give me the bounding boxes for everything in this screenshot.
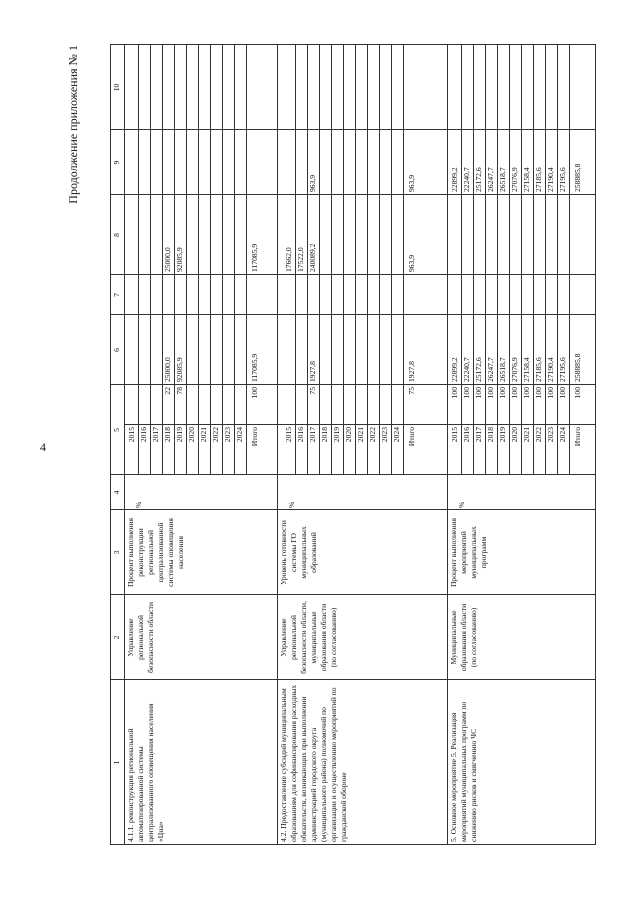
col-rule-9 [110,194,596,195]
year-percent: 100 [450,387,459,399]
year-label: 2021 [356,427,365,443]
year-value-col6 [356,318,368,382]
total-value-col6: 117085,9 [250,353,259,382]
year-value-col8 [332,198,344,272]
year-value-col6 [151,318,163,382]
row-activity-name: 5. Основное мероприятие 5. Реализация мероприятий муниципальных программ по снижению рисков и смягчению ЧС [449,701,478,842]
total-label: Итого [250,427,259,447]
col-rule-6 [110,384,596,385]
col-rule-2 [110,594,596,595]
year-value-col9 [332,133,344,192]
year-value-col6 [199,318,211,382]
year-percent [284,387,296,423]
year-value-col6 [368,318,380,382]
year-percent [296,387,308,423]
year-value-col8 [510,198,522,272]
total-value-col6: 258885,8 [573,353,582,382]
page-number: 4 [40,440,46,454]
year-label: 2015 [450,427,459,443]
year-label: 2016 [462,427,471,443]
year-value-col8 [392,198,404,272]
year-label: 2020 [510,427,519,443]
year-value-col6: 22899,2 [450,357,459,382]
year-label: 2024 [392,427,401,443]
year-value-col8 [127,198,139,272]
year-value-col9 [344,133,356,192]
year-value-col6 [211,318,223,382]
year-value-col8: 17662,0 [284,247,293,272]
year-value-col9 [223,133,235,192]
year-value-col6 [139,318,151,382]
col-rule-7 [110,314,596,315]
year-percent: 100 [462,387,471,399]
year-value-col9 [356,133,368,192]
year-value-col8: 240089,2 [308,243,317,272]
year-percent: 100 [474,387,483,399]
year-percent [320,387,332,423]
year-value-col6: 25000,0 [163,357,172,382]
year-value-col9 [211,133,223,192]
year-label: 2019 [175,427,184,443]
year-value-col8 [546,198,558,272]
row-indicator: Уровень готовности системы ГО муниципальных образований [279,520,318,585]
year-value-col8 [558,198,570,272]
total-value-col8 [573,198,585,272]
total-value-col9: 963,9 [407,174,416,192]
year-value-col8 [356,198,368,272]
year-percent [199,387,211,423]
year-value-col6: 27195,6 [558,357,567,382]
total-value-col6: 1927,8 [407,361,416,382]
year-label: 2018 [486,427,495,443]
year-value-col9 [380,133,392,192]
year-label: 2015 [127,427,136,443]
year-percent [223,387,235,423]
year-value-col8 [474,198,486,272]
year-value-col9 [139,133,151,192]
total-value-col8: 963,9 [407,254,416,272]
year-value-col6: 22240,7 [462,357,471,382]
year-value-col8: 25000,0 [163,247,172,272]
year-label: 2023 [380,427,389,443]
year-percent [356,387,368,423]
year-percent: 100 [486,387,495,399]
year-label: 2017 [308,427,317,443]
year-value-col8 [223,198,235,272]
year-label: 2017 [474,427,483,443]
total-label: Итого [407,427,416,447]
year-value-col9 [392,133,404,192]
row-executor: Муниципальные образования области (по согласованию) [449,603,478,672]
year-percent [139,387,151,423]
total-percent: 75 [407,387,416,395]
year-label: 2016 [139,427,148,443]
year-value-col9: 963,9 [308,174,317,192]
year-value-col6 [380,318,392,382]
column-number-2: 2 [112,635,121,640]
row-bottom-rule [447,45,448,845]
year-percent: 100 [510,387,519,399]
year-value-col9: 26247,7 [486,167,495,192]
year-percent [344,387,356,423]
column-number-8: 8 [112,233,121,237]
column-number-4: 4 [112,490,121,495]
year-value-col8 [235,198,247,272]
total-percent: 100 [250,387,259,399]
year-value-col6: 25172,6 [474,357,483,382]
year-label: 2022 [534,427,543,443]
year-value-col8 [211,198,223,272]
year-value-col6 [332,318,344,382]
year-value-col9: 27190,4 [546,167,555,192]
year-label: 2019 [498,427,507,443]
year-label: 2023 [546,427,555,443]
year-label: 2024 [235,427,244,443]
table-top-border [110,45,111,845]
year-value-col6: 92085,9 [175,357,184,382]
year-value-col9 [320,133,332,192]
year-label: 2016 [296,427,305,443]
rotated-table-page [66,45,640,845]
year-value-col6: 1927,8 [308,361,317,382]
year-value-col6 [392,318,404,382]
year-value-col9 [199,133,211,192]
year-value-col9 [127,133,139,192]
year-percent: 100 [522,387,531,399]
year-value-col8 [534,198,546,272]
year-value-col6 [127,318,139,382]
year-percent: 75 [308,387,317,395]
year-label: 2015 [284,427,293,443]
year-percent: 100 [546,387,555,399]
year-label: 2018 [320,427,329,443]
year-percent [235,387,247,423]
row-bottom-rule [595,45,596,845]
year-value-col8 [380,198,392,272]
year-percent [127,387,139,423]
year-percent [151,387,163,423]
total-label: Итого [573,427,582,447]
year-value-col8 [498,198,510,272]
year-value-col8 [151,198,163,272]
year-value-col9 [175,133,187,192]
year-value-col9: 27076,9 [510,167,519,192]
year-label: 2021 [522,427,531,443]
year-label: 2017 [151,427,160,443]
row-executor: Управление региональной безопасности области [126,602,155,673]
year-value-col9: 22899,2 [450,167,459,192]
year-value-col6: 27076,9 [510,357,519,382]
year-value-col8 [486,198,498,272]
year-label: 2023 [223,427,232,443]
year-value-col6 [320,318,332,382]
year-value-col9: 27185,6 [534,167,543,192]
row-indicator: Процент выполнения реконструкции региональной централизованной системы оповещения населения [126,517,185,588]
row-indicator: Процент выполнения мероприятий муниципальных программ [449,517,488,588]
year-value-col8 [462,198,474,272]
year-value-col6 [235,318,247,382]
year-value-col6 [296,318,308,382]
year-percent [380,387,392,423]
year-value-col6: 27158,4 [522,357,531,382]
total-value-col9: 258885,8 [573,163,582,192]
row-unit: % [457,501,466,508]
row-activity-name: 4.2. Предоставление субсидий муниципальным образованиям для софинансирования расходных обязательств, возникающих при выполнении администрацией городского округа (муниципального района) полномочий по организации и осуществлению мероприятий по гражданской обороне [279,684,348,842]
year-value-col9 [235,133,247,192]
year-value-col8 [368,198,380,272]
column-number-9: 9 [112,160,121,165]
year-value-col8 [344,198,356,272]
year-value-col8: 92085,9 [175,247,184,272]
row-bottom-rule [277,45,278,845]
year-value-col9: 22240,7 [462,167,471,192]
year-value-col9 [296,133,308,192]
total-value-col8: 117085,9 [250,243,259,272]
col-rule-1 [110,679,596,680]
year-label: 2021 [199,427,208,443]
column-number-5: 5 [112,428,121,432]
year-label: 2024 [558,427,567,443]
year-value-col8 [522,198,534,272]
year-value-col8 [139,198,151,272]
column-number-3: 3 [112,550,121,555]
year-value-col9 [163,133,175,192]
year-value-col9 [284,133,296,192]
year-percent [187,387,199,423]
year-percent [211,387,223,423]
total-value-col9 [250,133,262,192]
year-value-col8 [199,198,211,272]
year-value-col9 [151,133,163,192]
col-rule-8 [110,274,596,275]
year-label: 2022 [368,427,377,443]
year-value-col8 [320,198,332,272]
year-percent [392,387,404,423]
row-unit: % [287,501,296,508]
year-value-col9: 27195,6 [558,167,567,192]
column-number-1: 1 [112,760,121,765]
year-percent: 100 [534,387,543,399]
year-value-col6 [284,318,296,382]
year-value-col9 [368,133,380,192]
col-rule-3 [110,509,596,510]
year-percent: 100 [498,387,507,399]
year-label: 2018 [163,427,172,443]
year-value-col9: 26518,7 [498,167,507,192]
year-percent [332,387,344,423]
col-rule-11 [110,44,596,45]
col-rule-4 [110,474,596,475]
year-value-col8 [187,198,199,272]
year-value-col6: 27185,6 [534,357,543,382]
total-percent: 100 [573,387,582,399]
row-unit: % [134,501,143,508]
row-executor: Управление региональной безопасности области, муниципальные образования области (по согласованию) [279,601,338,674]
year-label: 2020 [187,427,196,443]
header-bottom-rule [124,45,125,845]
year-value-col6 [187,318,199,382]
year-label: 2019 [332,427,341,443]
year-value-col8 [450,198,462,272]
year-percent: 100 [558,387,567,399]
year-label: 2020 [344,427,353,443]
column-number-6: 6 [112,348,121,352]
col-rule-10 [110,129,596,130]
year-value-col8: 17522,0 [296,247,305,272]
year-value-col6: 26518,7 [498,357,507,382]
year-percent: 78 [175,387,184,395]
year-value-col9 [187,133,199,192]
year-value-col9: 25172,6 [474,167,483,192]
column-number-10: 10 [112,83,121,92]
year-value-col9: 27158,4 [522,167,531,192]
year-value-col6 [344,318,356,382]
appendix-header: Продолжение приложения № 1 [66,45,80,204]
year-value-col6: 26247,7 [486,357,495,382]
year-label: 2022 [211,427,220,443]
column-number-7: 7 [112,293,121,297]
col-rule-5 [124,424,595,425]
year-value-col6: 27190,4 [546,357,555,382]
row-activity-name: 4.1.1. реконструкция региональной автоматизированной системы централизованного оповещения населения «Цна» [126,703,165,842]
year-percent: 22 [163,387,172,395]
col-rule-0 [110,844,596,845]
year-value-col6 [223,318,235,382]
year-percent [368,387,380,423]
